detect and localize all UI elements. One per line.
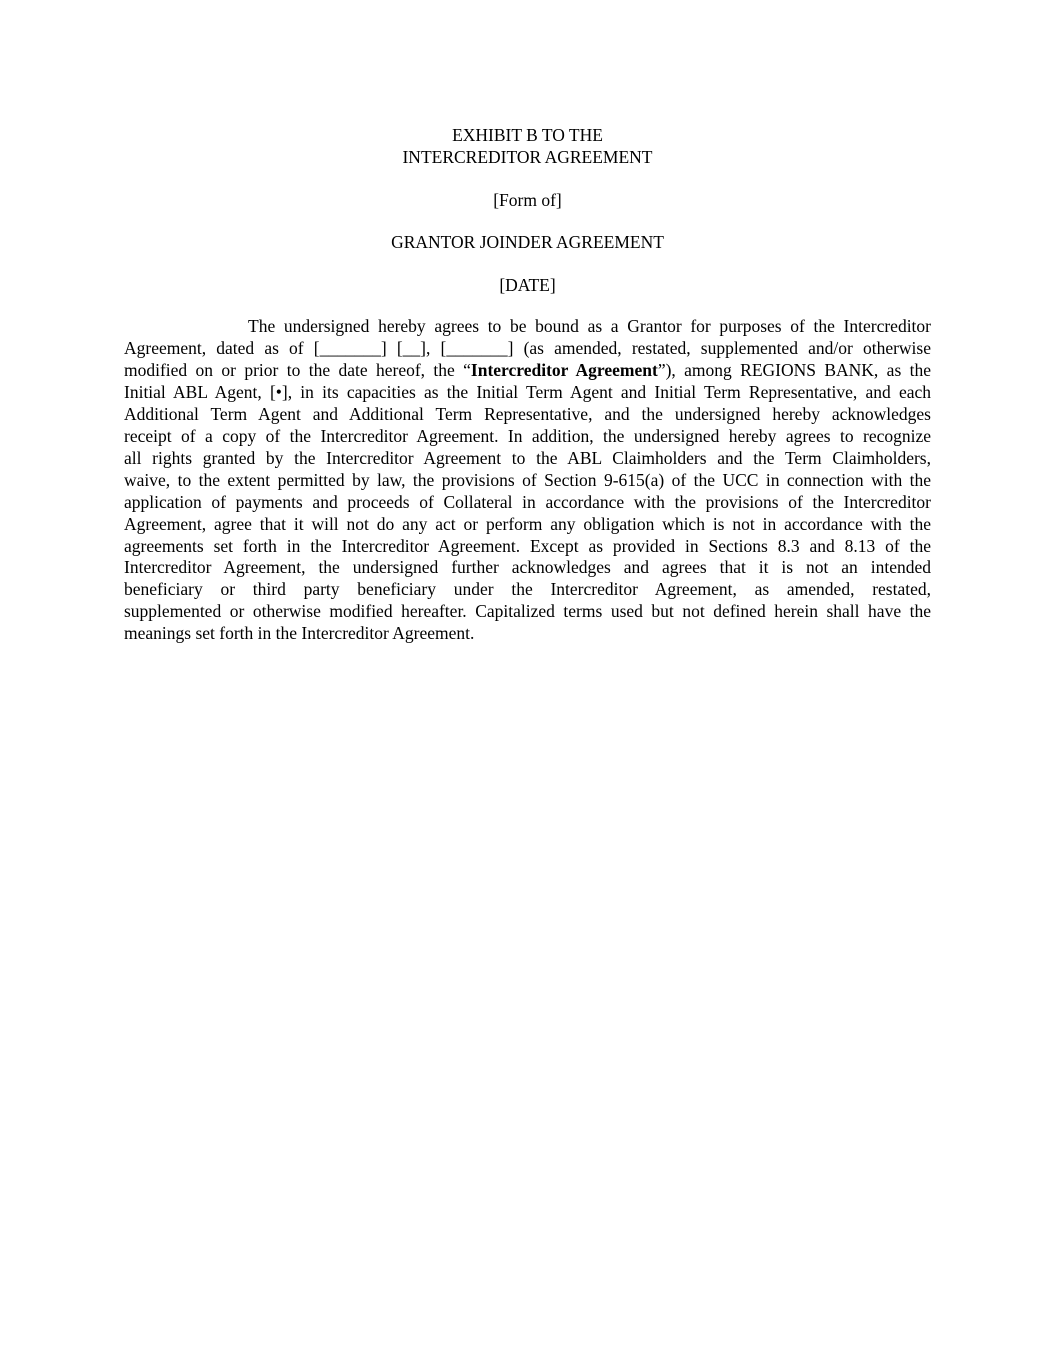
paragraph-line: Intercreditor Agreement, the undersigned further acknowledges and agrees that it is not an intended	[124, 557, 931, 578]
paragraph-line: agreements set forth in the Intercreditor Agreement. Except as provided in Sections 8.3 and 8.13 of the	[124, 535, 931, 556]
paragraph-line: meanings set forth in the Intercreditor Agreement.	[124, 623, 475, 644]
defined-term: Intercreditor Agreement	[470, 359, 658, 380]
paragraph-line	[124, 360, 931, 382]
document-title: GRANTOR JOINDER AGREEMENT	[391, 232, 664, 252]
paragraph-line: Initial ABL Agent, [•], in its capacities as the Initial Term Agent and Initial Term Representative, and each	[124, 381, 931, 402]
form-of-label: [Form of]	[493, 190, 562, 210]
exhibit-title-line-1: EXHIBIT B TO THE	[452, 125, 603, 145]
paragraph-line: supplemented or otherwise modified hereafter. Capitalized terms used but not defined herein shall have the	[124, 601, 931, 622]
paragraph-line: all rights granted by the Intercreditor Agreement to the ABL Claimholders and the Term Claimholders,	[124, 447, 931, 468]
paragraph-line: Additional Term Agent and Additional Term Representative, and the undersigned hereby acknowledges	[124, 403, 931, 424]
paragraph-line: receipt of a copy of the Intercreditor Agreement. In addition, the undersigned hereby agrees to recognize	[124, 425, 931, 446]
joinder-paragraph	[124, 316, 931, 645]
paragraph-text: ”), among REGIONS BANK, as the	[657, 359, 931, 380]
paragraph-line: application of payments and proceeds of Collateral in accordance with the provisions of the Intercreditor	[124, 491, 931, 512]
paragraph-line: Agreement, agree that it will not do any act or perform any obligation which is not in accordance with the	[124, 513, 931, 534]
paragraph-line: The undersigned hereby agrees to be bound as a Grantor for purposes of the Intercreditor	[248, 316, 931, 336]
paragraph-line: beneficiary or third party beneficiary under the Intercreditor Agreement, as amended, restated,	[124, 579, 931, 600]
date-placeholder: [DATE]	[499, 275, 556, 295]
exhibit-title-line-2: INTERCREDITOR AGREEMENT	[402, 147, 653, 167]
exhibit-title	[0, 124, 1055, 168]
paragraph-line: Agreement, dated as of [_______] [__], [_______] (as amended, restated, supplemented and/or otherwise	[124, 337, 931, 358]
paragraph-line: waive, to the extent permitted by law, the provisions of Section 9-615(a) of the UCC in connection with the	[124, 469, 931, 490]
paragraph-text: modified on or prior to the date hereof, the “	[124, 359, 471, 380]
